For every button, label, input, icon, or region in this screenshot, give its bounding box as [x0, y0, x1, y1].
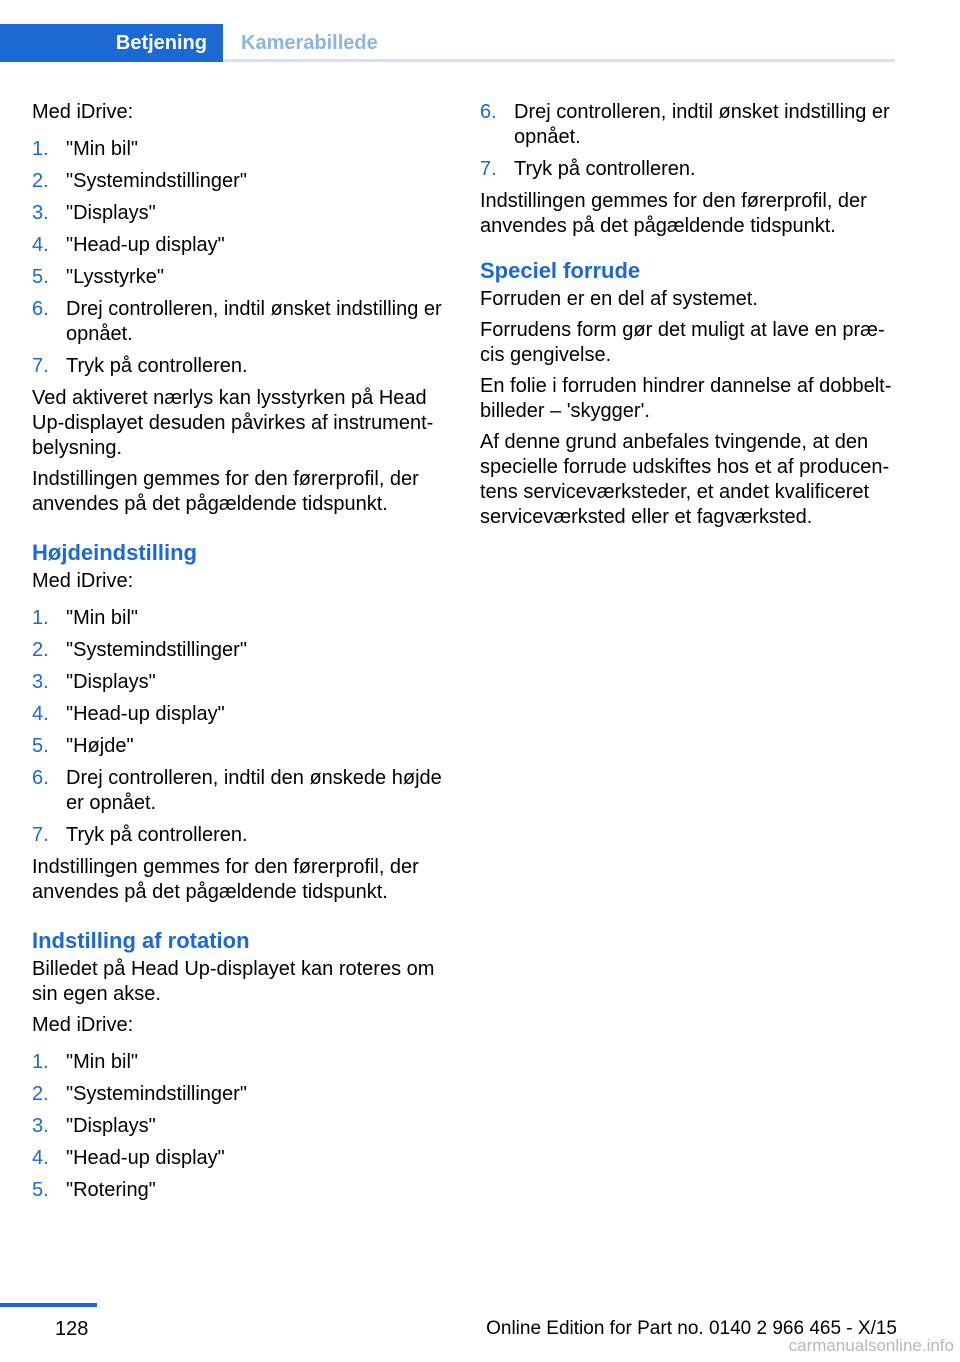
list-item: [32, 606, 457, 631]
footer-accent-bar: [0, 1303, 97, 1307]
list-item: [32, 734, 457, 759]
paragraph: Forruden er en del af systemet.: [480, 288, 758, 310]
step-number: 2.: [32, 639, 49, 661]
page-header: [0, 0, 960, 62]
paragraph: Ved aktiveret nærlys kan lysstyrken på Head Up-displayet desuden påvirkes af instrumentbelysning.: [32, 387, 434, 459]
step-number: 2.: [32, 1083, 49, 1105]
paragraph: Billedet på Head Up-displayet kan roteres om sin egen akse.: [32, 958, 435, 1005]
step-number: 1.: [32, 1051, 49, 1073]
step-number: 7.: [32, 355, 49, 377]
list-item: [32, 233, 457, 258]
list-item: [32, 137, 457, 162]
left-column: [32, 100, 457, 1210]
list-item: [32, 1050, 457, 1075]
watermark: carmanualsonline.info: [788, 1336, 954, 1355]
list-item: [32, 354, 457, 379]
brightness-steps-continued-list: [480, 100, 900, 182]
step-text: "Displays": [66, 671, 156, 693]
list-item: [32, 1082, 457, 1107]
step-text: Drej controlleren, indtil den ønskede højde er opnået.: [66, 767, 442, 814]
step-number: 1.: [32, 607, 49, 629]
step-number: 6.: [32, 767, 49, 789]
step-text: Drej controlleren, indtil ønsket indstilling er opnået.: [66, 298, 442, 345]
step-text: "Displays": [66, 1115, 156, 1137]
step-number: 4.: [32, 703, 49, 725]
step-text: "Min bil": [66, 607, 138, 629]
right-column: [480, 100, 900, 536]
step-text: "Højde": [66, 735, 134, 757]
step-number: 5.: [32, 1179, 49, 1201]
list-item: [32, 1146, 457, 1171]
step-number: 3.: [32, 202, 49, 224]
step-number: 5.: [32, 735, 49, 757]
intro-text: Med iDrive:: [32, 101, 134, 123]
step-number: 7.: [480, 158, 497, 180]
step-text: "Displays": [66, 202, 156, 224]
step-text: Tryk på controlleren.: [514, 158, 696, 180]
step-text: "Rotering": [66, 1179, 156, 1201]
paragraph: En folie i forruden hindrer dannelse af dobbeltbilleder – 'skygger'.: [480, 375, 892, 422]
step-number: 4.: [32, 234, 49, 256]
list-item: [32, 169, 457, 194]
height-steps-list: [32, 606, 457, 848]
list-item: [32, 638, 457, 663]
tab-betjening[interactable]: [0, 24, 223, 62]
step-number: 4.: [32, 1147, 49, 1169]
step-text: "Head-up display": [66, 234, 225, 256]
step-text: "Min bil": [66, 1051, 138, 1073]
paragraph: Indstillingen gemmes for den førerprofil, der anvendes på det pågældende tidspunkt.: [32, 856, 419, 903]
list-item: [32, 766, 457, 816]
list-item: [480, 157, 900, 182]
step-number: 6.: [480, 101, 497, 123]
paragraph: Indstillingen gemmes for den førerprofil, der anvendes på det pågældende tidspunkt.: [32, 468, 419, 515]
paragraph: Af denne grund anbefales tvingende, at den specielle forrude udskiftes hos et af producentens serviceværksteder, et andet kvalificeret serviceværksted eller et fagværksted.: [480, 431, 890, 528]
step-text: "Min bil": [66, 138, 138, 160]
section-heading-windshield: Speciel forrude: [480, 258, 641, 283]
step-number: 6.: [32, 298, 49, 320]
list-item: [32, 1114, 457, 1139]
tab-kamerabillede-label: Kamerabillede: [241, 31, 378, 54]
step-text: "Systemindstillinger": [66, 1083, 247, 1105]
list-item: [32, 702, 457, 727]
intro-text: Med iDrive:: [32, 1014, 134, 1036]
header-rule: [223, 59, 895, 62]
tab-kamerabillede[interactable]: [223, 24, 378, 62]
step-number: 5.: [32, 266, 49, 288]
step-text: "Systemindstillinger": [66, 170, 247, 192]
paragraph: Forrudens form gør det muligt at lave en præcis gengivelse.: [480, 319, 885, 366]
list-item: [32, 265, 457, 290]
step-text: "Lysstyrke": [66, 266, 164, 288]
section-heading-height: Højdeindstilling: [32, 540, 197, 565]
paragraph: Indstillingen gemmes for den førerprofil, der anvendes på det pågældende tidspunkt.: [480, 190, 867, 237]
edition-note: Online Edition for Part no. 0140 2 966 465 - X/15: [486, 1318, 897, 1339]
list-item: [32, 297, 457, 347]
list-item: [32, 1178, 457, 1203]
rotation-steps-list: [32, 1050, 457, 1203]
step-number: 2.: [32, 170, 49, 192]
step-text: Drej controlleren, indtil ønsket indstilling er opnået.: [514, 101, 890, 148]
step-text: "Head-up display": [66, 703, 225, 725]
brightness-steps-list: [32, 137, 457, 379]
tab-betjening-label: Betjening: [115, 31, 207, 54]
page-number: 128: [55, 1318, 89, 1340]
step-number: 3.: [32, 671, 49, 693]
list-item: [480, 100, 900, 150]
step-number: 1.: [32, 138, 49, 160]
step-number: 7.: [32, 824, 49, 846]
step-text: Tryk på controlleren.: [66, 355, 248, 377]
step-text: "Head-up display": [66, 1147, 225, 1169]
step-text: Tryk på controlleren.: [66, 824, 248, 846]
step-number: 3.: [32, 1115, 49, 1137]
list-item: [32, 670, 457, 695]
list-item: [32, 201, 457, 226]
step-text: "Systemindstillinger": [66, 639, 247, 661]
list-item: [32, 823, 457, 848]
intro-text: Med iDrive:: [32, 570, 134, 592]
section-heading-rotation: Indstilling af rotation: [32, 928, 250, 953]
